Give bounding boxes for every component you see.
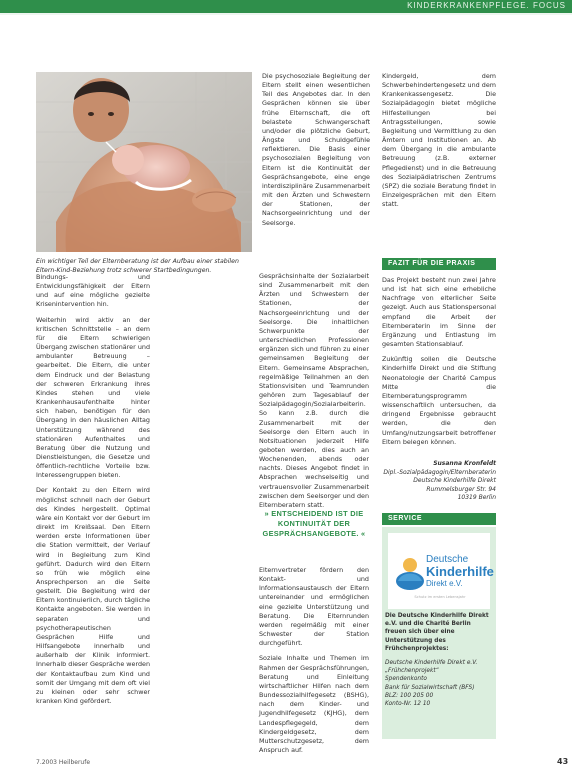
- article-col1: [36, 273, 150, 712]
- article-col2-top: [262, 72, 370, 228]
- paragraph: Elternvertreter fördern den Kontakt- und Informationsaustausch der Eltern untereinander und ermöglichen eine gezielte Unterstützung und Beratung. Die Elternrunden werden regelmäßig mit einer Schwester der Station durchgeführt.: [259, 566, 369, 648]
- service-intro: Die Deutsche Kinderhilfe Direkt e.V. und die Charité Berlin freuen sich über eine Unterstützung des Frühchenprojektes:: [385, 613, 489, 652]
- paragraph: Die psychosoziale Begleitung der Eltern stellt einen wesentlichen Teil des Angebotes dar. In den Gesprächen können sie über frühe Elternschaft, die oft belastete Schwangerschaft und/oder die plötzliche Geburt, Ängste und Schuldgefühle reflektieren. Die Basis einer psychosozialen Begleitung von Eltern ist die Kontinuität der Gesprächsangebote, eine enge interdisziplinäre Zusammenarbeit mit den Ärzten und Schwestern der Stationen, der Nachsorgeeinrichtung und der Seelsorge.: [262, 72, 371, 227]
- fazit-heading: FAZIT FÜR DIE PRAXIS: [382, 258, 496, 270]
- paragraph: Bindungs- und Entwicklungsfähigkeit der Eltern und auf eine mögliche gezielte Krisenintervention hin.: [36, 273, 150, 309]
- service-addr5: BLZ: 100 205 00: [385, 692, 434, 699]
- author-city: 10319 Berlin: [457, 494, 496, 502]
- service-heading: SERVICE: [382, 513, 496, 525]
- service-addr2: „Frühchenprojekt“: [385, 668, 439, 675]
- article-col3-top: [382, 72, 496, 209]
- footer-issue: 7.2003 Heilberufe: [36, 759, 91, 766]
- photo-father-baby-illustration: [36, 72, 252, 252]
- paragraph: Gesprächsinhalte der Sozialarbeit sind Zusammenarbeit mit den Ärzten und Schwestern der Stationen, der Nachsorgeeinrichtung und der Seelsorge. Die inhaltlichen Schwerpunkte der unterschiedlichen Professionen ergänzen sich und führen zu einer gemeinsamen Begleitung der Eltern. Gemeinsame Absprachen, regelmäßige Teilnahmen an den Stationsvisiten und Teamrunden gehören zum Tagesablauf der Sozialpädagogin/Sozialarbeiterin. So kann z.B. durch die Zusammenarbeit mit der Seelsorge den Eltern auch in Notsituationen jederzeit Hilfe geboten werden, dies auch an Wochenenden, abends oder nachts. Dieses Angebot findet in Absprachen wechselseitig und vertrauensvoller Zusammenarbeit zwischen dem Seelsorger und den Elternberatern statt.: [259, 272, 369, 509]
- section-title: KINDERKRANKENPFLEGE. FOCUS: [407, 1, 566, 10]
- logo-tagline: Schutz im ersten Lebensjahr: [414, 595, 466, 599]
- author-org: Deutsche Kinderhilfe Direkt: [413, 477, 496, 485]
- paragraph: Das Projekt besteht nun zwei Jahre und ist hat sich eine erhebliche Nachfrage von elterlicher Seite gezeigt. Auch aus Stationspersonal empfand die Arbeit der Elternberaterin im Sinne der Ergänzung und Entlastung im gesamten Stationsablauf.: [382, 276, 496, 349]
- logo-line2: Kinderhilfe: [426, 564, 494, 579]
- paragraph: Weiterhin wird aktiv an der kritischen Schnittstelle – an dem für die Eltern schwierigen Übergang zwischen stationärer und ambulanter Betreuung – gearbeitet. Die Eltern, die unter dem Eindruck und der Belastung der schweren Erkrankung ihres Kindes stehen und viele Krankenhausaufenthalte hinter sich haben, benötigen für den Übergang in den häuslichen Alltag Unterstützung während des stationären Aufenthaltes und Beratung über die Nutzung und Dienstleistungen, die Gesetze und öffentlich-rechtliche Vorteile bzw. Interessengruppen bieten.: [36, 315, 150, 480]
- logo-wordmark: [426, 554, 494, 588]
- kinderhilfe-logo-card: [388, 533, 494, 609]
- logo-line1: Deutsche: [426, 554, 469, 565]
- paragraph: Zukünftig sollen die Deutsche Kinderhilfe Direkt und die Stiftung Neonatologie der Charité Campus Mitte die Elternberatungsprogramm wissenschaftlich untersuchen, da dringend Ergebnisse gebraucht werden, die den Umfang/nutzungsarbeit betroffener Eltern belegen können.: [382, 355, 496, 446]
- pull-quote: » ENTSCHEIDEND IST DIE KONTINUITÄT DER GESPRÄCHSANGEBOTE. «: [262, 509, 366, 538]
- header-stripe: [0, 13, 572, 15]
- paragraph: Soziale Inhalte und Themen im Rahmen der Gesprächsführungen, Beratung und Einleitung wirtschaftlicher Hilfen nach dem Bundessozialhilfegesetz (BSHG), nach dem Kinder- und Jugendhilfegesetz (KJHG), dem Landespflegegeld, dem Kindergeldgesetz, dem Mutterschutzgesetz, dem Anspruch auf.: [259, 654, 370, 754]
- page-number: 43: [557, 757, 569, 766]
- paragraph: Kindergeld, dem Schwerbehindertengesetz und dem Krankenkassengesetz. Die Sozialpädagogin bietet mögliche Hilfestellungen bei Antragsstellungen, sowie Begleitung und Vermittlung zu den Ämtern und Institutionen an. Ab dem Übergang in die ambulante Betreuung (z.B. externer Pflegedienst) und in die Betreuung des Sozialpädiatrischen Zentrums (SPZ) die soziale Beratung findet in Einzelgesprächen mit den Eltern statt.: [382, 72, 496, 209]
- service-addr3: Spendenkonto: [385, 676, 427, 683]
- service-addr4: Bank für Sozialwirtschaft (BFS): [385, 684, 475, 691]
- author-block: [382, 460, 496, 503]
- service-addr6: Konto-Nr. 12 10: [385, 701, 431, 708]
- paragraph: Der Kontakt zu den Eltern wird möglichst schnell nach der Geburt des Kindes hergestellt. Optimal wäre ein Kontakt vor der Geburt im direkt im Kreißsaal. Den Eltern werden erste Informationen über die Station vermittelt, der Verlauf wird in Begleitung zum Kind geführt. Dadurch wird den Eltern so früh wie möglich eine Ansprechperson an die Seite gestellt. Die Begleitung wird der Eltern kontinuierlich, durch tägliche Kontakte angeboten. Sie werden in separaten und psychotherapeutischen Gesprächen Hilfe und Hilfsangebote innerhalb und außerhalb der Klinik informiert. Innerhalb dieser Gespräche werden der Kontaktaufbau zum Kind und somit der Umgang mit dem oft viel zu kleinen oder sehr schwer kranken Kind gefördert.: [36, 486, 150, 706]
- photo-caption: Ein wichtiger Teil der Elternberatung ist der Aufbau einer stabilen Eltern-Kind-Beziehung trotz schwerer Startbedingungen.: [36, 258, 239, 274]
- article-col2: [259, 272, 369, 516]
- author-street: Rummelsburger Str. 94: [426, 485, 496, 493]
- logo-line3: Direkt e.V.: [426, 579, 463, 588]
- article-col2-bottom: [259, 566, 369, 761]
- service-text: [385, 612, 493, 708]
- article-photo: [36, 72, 252, 252]
- author-name: Susanna Kronfeldt: [433, 460, 496, 467]
- service-addr1: Deutsche Kinderhilfe Direkt e.V.: [385, 660, 478, 667]
- fazit-text: [382, 276, 496, 453]
- header-bar: [0, 0, 572, 13]
- author-role: Dipl.-Sozialpädagogin/Elternberaterin: [383, 468, 496, 476]
- kinderhilfe-logo-icon: [392, 551, 428, 593]
